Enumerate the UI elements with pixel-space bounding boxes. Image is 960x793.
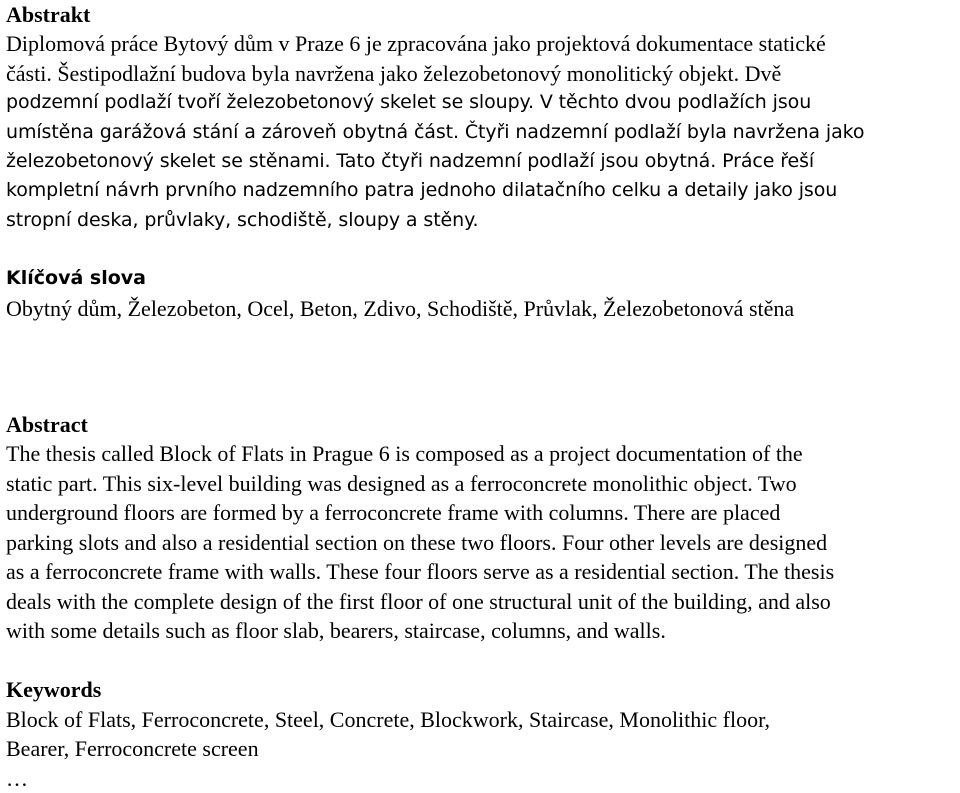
cz-keywords-title: Klíčová slova: [6, 267, 146, 290]
en-abstract-body: [6, 439, 956, 645]
en-abstract-line: parking slots and also a residential section on these two floors. Four other levels are designed: [6, 529, 828, 555]
spacer: [6, 645, 956, 675]
en-abstract-line: The thesis called Block of Flats in Prague 6 is composed as a project documentation of the: [6, 441, 803, 467]
cz-abstract-line: stropní deska, průvlaky, schodiště, sloupy a stěny.: [6, 208, 479, 231]
en-keywords-title: Keywords: [6, 677, 102, 703]
en-abstract-line: as a ferroconcrete frame with walls. These four floors serve as a residential section. The thesis: [6, 559, 835, 585]
cz-abstract-line: umístěna garážová stání a zároveň obytná část. Čtyři nadzemní podlaží byla navržena jako: [6, 120, 865, 143]
cz-abstract-line: podzemní podlaží tvoří železobetonový skelet se sloupy. V těchto dvou podlažích jsou: [6, 91, 812, 114]
en-keywords-line: Block of Flats, Ferroconcrete, Steel, Concrete, Blockwork, Staircase, Monolithic floor,: [6, 706, 771, 732]
cz-abstract-line: železobetonový skelet se stěnami. Tato čtyři nadzemní podlaží jsou obytná. Práce řeší: [6, 150, 815, 173]
cz-abstract-line: části. Šestipodlažní budova byla navržena jako železobetonový monolitický objekt. Dvě: [6, 60, 782, 86]
en-abstract-title: Abstract: [6, 412, 88, 438]
en-abstract-line: static part. This six-level building was designed as a ferroconcrete monolithic object. Two: [6, 470, 797, 496]
cz-abstract-line: Diplomová práce Bytový dům v Praze 6 je zpracována jako projektová dokumentace statické: [6, 31, 826, 57]
en-abstract-line: deals with the complete design of the first floor of one structural unit of the building, and also: [6, 588, 831, 614]
ellipsis: …: [6, 765, 28, 791]
en-abstract-line: with some details such as floor slab, bearers, staircase, columns, and walls.: [6, 617, 666, 643]
document-page: [6, 0, 956, 793]
cz-keywords-text: Obytný dům, Železobeton, Ocel, Beton, Zdivo, Schodiště, Průvlak, Železobetonová stěna: [6, 295, 795, 321]
spacer: [6, 235, 956, 264]
cz-abstract-title: Abstrakt: [6, 2, 91, 27]
cz-abstract-body: [6, 29, 956, 235]
en-keywords-line: Bearer, Ferroconcrete screen: [6, 736, 259, 762]
spacer: [6, 323, 956, 410]
en-abstract-line: underground floors are formed by a ferroconcrete frame with columns. There are placed: [6, 500, 781, 526]
cz-abstract-line: kompletní návrh prvního nadzemního patra jednoho dilatačního celku a detaily jako jsou: [6, 179, 838, 202]
